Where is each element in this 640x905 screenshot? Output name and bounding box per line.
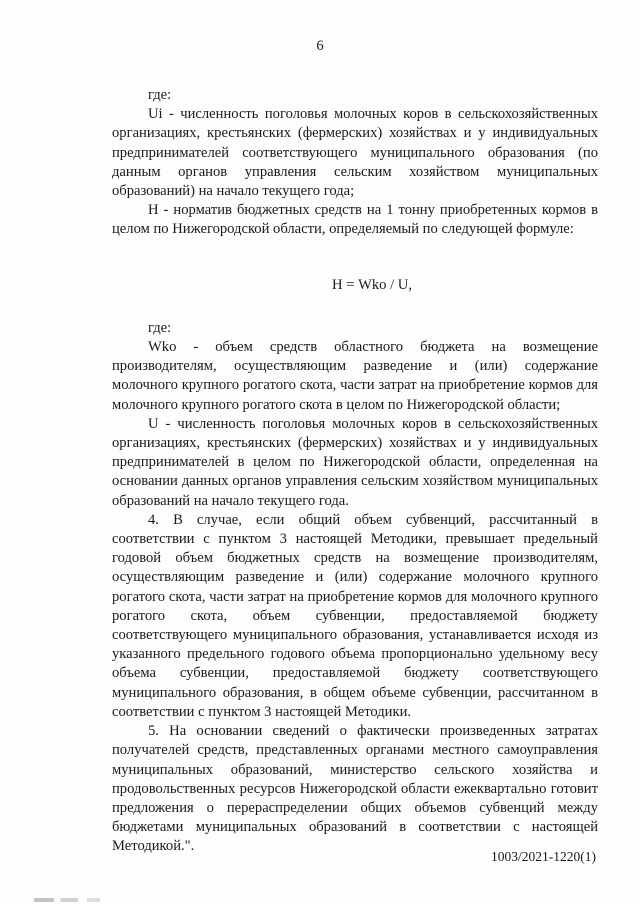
definition-h: Н - норматив бюджетных средств на 1 тонну приобретенных кормов в целом по Нижегородской области, определяемый по следующей формуле: bbox=[112, 202, 598, 238]
formula: Н = Wko / U, bbox=[332, 276, 412, 293]
document-code: 1003/2021-1220(1) bbox=[491, 849, 596, 864]
where-label-2: где: bbox=[148, 319, 172, 336]
where-label: где: bbox=[148, 87, 172, 103]
definition-ui: Ui - численность поголовья молочных коров в сельскохозяйственных организациях, крестьянских (фермерских) хозяйствах и у индивидуальных предпринимателей соответствующего муниципального образования (по данным органов управления сельским хозяйством муниципальных образований) на начало текущего года; bbox=[112, 106, 598, 200]
definition-u: U - численность поголовья молочных коров в сельскохозяйственных организациях, крестьянских (фермерских) хозяйствах и у индивидуальных предпринимателей в целом по Нижегородской области, определенная на основании данных органов управления сельским хозяйством муниципальных образований на начало текущего года. bbox=[112, 415, 598, 509]
definition-wko: Wko - объем средств областного бюджета на возмещение производителям, осуществляющим разведение и (или) содержание молочного крупного рогатого скота, части затрат на приобретение кормов для молочного крупного рогатого скота в целом по Нижегородской области; bbox=[112, 339, 598, 413]
clause-5: 5. На основании сведений о фактически произведенных затратах получателей средств, представленных органами местного самоуправления муниципальных образований, министерство сельского хозяйства и продовольственных ресурсов Нижегородской области ежеквартально готовит предложения о перераспределении общих объемов субвенций между бюджетами муниципальных образований в соответствии с настоящей Методикой.". bbox=[112, 723, 598, 855]
clause-4: 4. В случае, если общий объем субвенций, рассчитанный в соответствии с пунктом 3 настоящей Методики, превышает предельный годовой объем бюджетных средств на возмещение производителям, осуществляющим разведение и (или) содержание молочного крупного рогатого скота, части затрат на приобретение кормов для молочного крупного рогатого скота, объем субвенции, предоставляемой бюджету соответствующего муниципального образования, устанавливается исходя из указанного предельного годового объема пропорционально удельному весу объема субвенции, предоставляемой бюджету соответствующего муниципального образования, в общем объеме субвенции, рассчитанном в соответствии с пунктом 3 настоящей Методики. bbox=[112, 511, 598, 720]
page-number: 6 bbox=[316, 38, 324, 54]
scan-artifact bbox=[34, 898, 144, 902]
document-body bbox=[112, 86, 598, 857]
